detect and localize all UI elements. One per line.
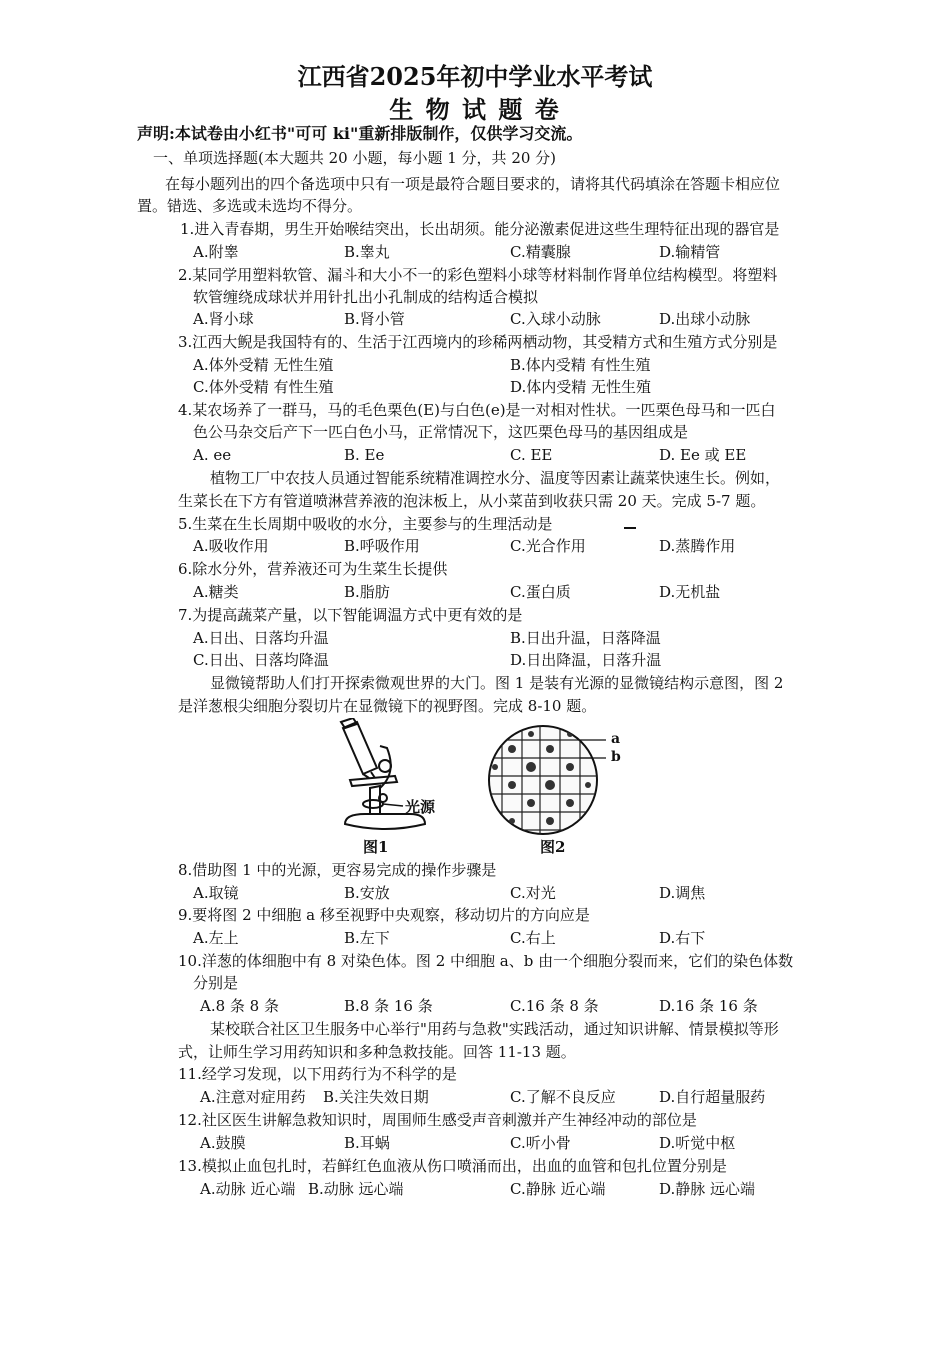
question-12-stem: 12.社区医生讲解急救知识时，周围师生感受声音刺激并产生神经冲动的部位是 xyxy=(178,1111,697,1129)
question-4-stem-1: 4.某农场养了一群马，马的毛色栗色(E)与白色(e)是一对相对性状。一匹栗色母马和一匹白 xyxy=(178,401,776,419)
microscope-drawing xyxy=(325,718,455,838)
question-3-option-d: D.体内受精 无性生殖 xyxy=(510,378,652,396)
question-4-option-d: D. Ee 或 EE xyxy=(659,446,747,464)
question-1-stem: 1.进入青春期，男生开始喉结突出，长出胡须。能分泌激素促进这些生理特征出现的器官是 xyxy=(180,220,780,238)
figure-2-cell-view xyxy=(488,722,608,838)
question-7-stem: 7.为提高蔬菜产量，以下智能调温方式中更有效的是 xyxy=(178,606,523,624)
question-3-option-a: A.体外受精 无性生殖 xyxy=(193,356,334,374)
question-10-option-a: A.8 条 8 条 xyxy=(200,997,279,1015)
question-7-option-a: A.日出、日落均升温 xyxy=(193,629,329,647)
instruction-line-1: 在每小题列出的四个备选项中只有一项是最符合题目要求的，请将其代码填涂在答题卡相应位 xyxy=(165,175,781,193)
question-1-option-a: A.附睾 xyxy=(193,243,239,261)
question-3-stem: 3.江西大鲵是我国特有的、生活于江西境内的珍稀两栖动物，其受精方式和生殖方式分别是 xyxy=(178,333,778,351)
question-6-stem: 6.除水分外，营养液还可为生菜生长提供 xyxy=(178,560,448,578)
question-4-option-a: A. ee xyxy=(193,446,232,464)
instruction-line-2: 置。错选、多选或未选均不得分。 xyxy=(137,197,363,215)
question-5-stem: 5.生菜在生长周期中吸收的水分，主要参与的生理活动是 xyxy=(178,515,553,533)
question-10-stem-1: 10.洋葱的体细胞中有 8 对染色体。图 2 中细胞 a、b 由一个细胞分裂而来，它们的染色体数 xyxy=(178,952,794,970)
question-4-option-c: C. EE xyxy=(510,446,553,464)
question-9-option-b: B.左下 xyxy=(344,929,390,947)
question-11-option-d: D.自行超量服药 xyxy=(659,1088,766,1106)
question-13-option-c: C.静脉 近心端 xyxy=(510,1180,606,1198)
question-8-option-a: A.取镜 xyxy=(193,884,239,902)
question-2-option-d: D.出球小动脉 xyxy=(659,310,751,328)
cell-b-label: b xyxy=(611,749,621,765)
question-11-option-c: C.了解不良反应 xyxy=(510,1088,616,1106)
figure-2-caption: 图2 xyxy=(540,838,566,856)
question-10-option-c: C.16 条 8 条 xyxy=(510,997,599,1015)
question-11-option-a: A.注意对症用药 xyxy=(200,1088,306,1106)
passage-1-line-2: 生菜长在下方有管道喷淋营养液的泡沫板上，从小菜苗到收获只需 20 天。完成 5-7 题。 xyxy=(178,492,766,510)
question-6-option-d: D.无机盐 xyxy=(659,583,721,601)
question-2-stem-2: 软管缠绕成球状并用针扎出小孔制成的结构适合模拟 xyxy=(193,288,539,306)
question-3-option-b: B.体内受精 有性生殖 xyxy=(510,356,651,374)
light-source-label: 光源 xyxy=(405,798,436,816)
passage-3-line-1: 某校联合社区卫生服务中心举行"用药与急救"实践活动，通过知识讲解、情景模拟等形 xyxy=(210,1020,779,1038)
question-9-option-c: C.右上 xyxy=(510,929,556,947)
passage-2-line-1: 显微镜帮助人们打开探索微观世界的大门。图 1 是装有光源的显微镜结构示意图，图 2 xyxy=(210,674,784,692)
question-1-option-d: D.输精管 xyxy=(659,243,721,261)
stray-dash-mark xyxy=(624,527,636,529)
question-2-option-c: C.入球小动脉 xyxy=(510,310,601,328)
question-7-option-b: B.日出升温，日落降温 xyxy=(510,629,661,647)
question-6-option-b: B.脂肪 xyxy=(344,583,390,601)
question-2-option-b: B.肾小管 xyxy=(344,310,405,328)
question-13-option-d: D.静脉 远心端 xyxy=(659,1180,756,1198)
question-6-option-a: A.糖类 xyxy=(193,583,239,601)
question-8-stem: 8.借助图 1 中的光源，更容易完成的操作步骤是 xyxy=(178,861,497,879)
question-3-option-c: C.体外受精 有性生殖 xyxy=(193,378,334,396)
question-7-option-d: D.日出降温，日落升温 xyxy=(510,651,662,669)
question-13-option-b: B.动脉 远心端 xyxy=(308,1180,404,1198)
question-9-option-a: A.左上 xyxy=(193,929,239,947)
question-10-stem-2: 分别是 xyxy=(193,974,239,992)
question-10-option-b: B.8 条 16 条 xyxy=(344,997,433,1015)
question-12-option-d: D.听觉中枢 xyxy=(659,1134,736,1152)
statement: 声明:本试卷由小红书"可可 ki"重新排版制作，仅供学习交流。 xyxy=(137,124,583,143)
question-7-option-c: C.日出、日落均降温 xyxy=(193,651,329,669)
question-8-option-b: B.安放 xyxy=(344,884,390,902)
question-6-option-c: C.蛋白质 xyxy=(510,583,571,601)
question-8-option-d: D.调焦 xyxy=(659,884,706,902)
question-4-stem-2: 色公马杂交后产下一匹白色小马，正常情况下，这匹栗色母马的基因组成是 xyxy=(193,423,689,441)
question-12-option-c: C.听小骨 xyxy=(510,1134,571,1152)
figure-1-caption: 图1 xyxy=(363,838,389,856)
question-5-option-b: B.呼吸作用 xyxy=(344,537,420,555)
question-10-option-d: D.16 条 16 条 xyxy=(659,997,758,1015)
passage-2-line-2: 是洋葱根尖细胞分裂切片在显微镜下的视野图。完成 8-10 题。 xyxy=(178,697,597,715)
cell-view-drawing xyxy=(488,722,608,838)
question-5-option-c: C.光合作用 xyxy=(510,537,586,555)
question-12-option-a: A.鼓膜 xyxy=(200,1134,246,1152)
question-13-option-a: A.动脉 近心端 xyxy=(200,1180,296,1198)
question-4-option-b: B. Ee xyxy=(344,446,385,464)
passage-1-line-1: 植物工厂中农技人员通过智能系统精准调控水分、温度等因素让蔬菜快速生长。例如， xyxy=(210,469,781,487)
question-5-option-a: A.吸收作用 xyxy=(193,537,269,555)
question-9-stem: 9.要将图 2 中细胞 a 移至视野中央观察，移动切片的方向应是 xyxy=(178,906,590,924)
exam-subtitle: 生 物 试 题 卷 xyxy=(389,95,561,124)
question-11-stem: 11.经学习发现，以下用药行为不科学的是 xyxy=(178,1065,457,1083)
exam-title: 江西省2025年初中学业水平考试 xyxy=(297,62,653,91)
question-11-option-b: B.关注失效日期 xyxy=(323,1088,429,1106)
question-13-stem: 13.模拟止血包扎时，若鲜红色血液从伤口喷涌而出，出血的血管和包扎位置分别是 xyxy=(178,1157,727,1175)
section-heading: 一、单项选择题(本大题共 20 小题，每小题 1 分，共 20 分) xyxy=(153,149,557,167)
question-2-stem-1: 2.某同学用塑料软管、漏斗和大小不一的彩色塑料小球等材料制作肾单位结构模型。将塑料 xyxy=(178,266,778,284)
question-9-option-d: D.右下 xyxy=(659,929,706,947)
figure-1-microscope xyxy=(325,718,455,838)
passage-3-line-2: 式，让师生学习用药知识和多种急救技能。回答 11-13 题。 xyxy=(178,1043,576,1061)
cell-a-label: a xyxy=(611,731,621,747)
question-1-option-c: C.精囊腺 xyxy=(510,243,571,261)
question-12-option-b: B.耳蜗 xyxy=(344,1134,390,1152)
question-8-option-c: C.对光 xyxy=(510,884,556,902)
question-2-option-a: A.肾小球 xyxy=(193,310,254,328)
question-1-option-b: B.睾丸 xyxy=(344,243,390,261)
question-5-option-d: D.蒸腾作用 xyxy=(659,537,736,555)
